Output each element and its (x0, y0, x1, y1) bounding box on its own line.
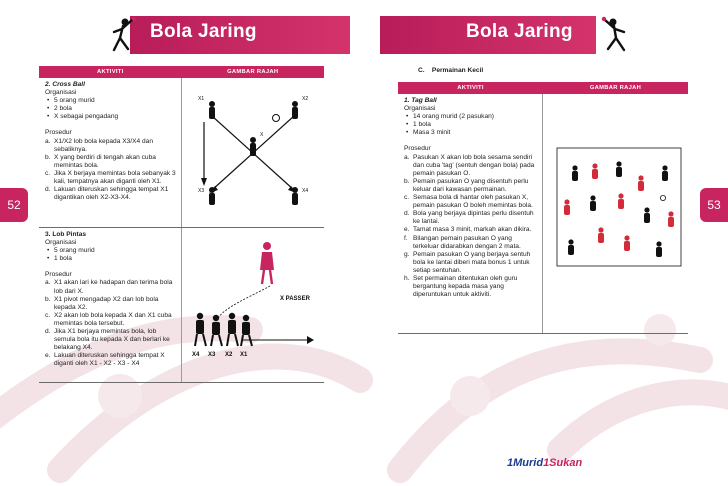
page-title-left: Bola Jaring (150, 21, 257, 42)
organisation-label: Organisasi (45, 89, 77, 97)
table-header (39, 66, 324, 78)
table-row-cross-ball (39, 78, 324, 228)
procedure-step: c. Jika X berjaya memintas bola sebanyak 3 kali, tempatnya akan diganti oleh X1. (45, 169, 176, 186)
list-item: • 14 orang murid (2 pasukan) (404, 113, 539, 121)
procedure-label: Prosedur (45, 271, 72, 279)
ball-icon (660, 195, 665, 200)
organisation-label: Organisasi (404, 105, 436, 113)
activity-cell (39, 228, 182, 382)
lob-pintas-diagram-cell (182, 228, 325, 382)
procedure-step: f. Bilangan pemain pasukan O yang terkeluar didarabkan dengan 2 mata. (404, 234, 521, 250)
page-title-right: Bola Jaring (466, 21, 573, 42)
diagram-label: X2 (301, 96, 308, 102)
list-item: • 5 orang murid (45, 97, 178, 105)
activity-title: 1. Tag Ball (404, 97, 437, 104)
procedure-step: a. Pasukan X akan lob bola sesama sendiri dan cuba 'tag' (sentuh dengan bola) pada pemain pasukan O. (404, 153, 535, 177)
procedure-step: b. X yang berdiri di tengah akan cuba memintas bola. (45, 153, 156, 169)
activity-table-right (398, 82, 688, 334)
diagram-label: X1 (197, 96, 204, 102)
header-image: GAMBAR RAJAH (227, 68, 279, 75)
diagram-label: X2 (224, 352, 232, 358)
section-heading: C. Permainan Kecil (418, 67, 484, 74)
lob-pintas-diagram (182, 228, 324, 383)
header-activity: AKTIVITI (96, 68, 124, 75)
header-image: GAMBAR RAJAH (589, 84, 642, 91)
activity-title: 2. Cross Ball (45, 81, 85, 88)
team-x-players (568, 161, 668, 257)
diagram-label: X1 (239, 352, 247, 358)
header-activity: AKTIVITI (457, 84, 484, 91)
list-item: • 2 bola (45, 105, 178, 113)
list-item: • X sebagai pengadang (45, 113, 178, 121)
activity-cell (398, 94, 543, 333)
passer-figure (260, 242, 274, 284)
list-item: • 5 orang murid (45, 247, 178, 255)
diagram-label: X4 (191, 352, 199, 358)
procedure-step: d. Bola yang berjaya dipintas perlu disentuh ke lantai. (404, 210, 534, 226)
procedure-step: d. Lakuan diteruskan sehingga tempat X1 digantikan oleh X2-X3-X4. (45, 186, 169, 202)
diagram-label: X PASSER (279, 296, 310, 302)
netball-player-icon (108, 16, 138, 56)
cross-ball-diagram-cell (182, 78, 325, 227)
procedure-step: e. Lakuan diteruskan sehingga tempat X diganti oleh X1 - X2 - X3 - X4 (45, 352, 165, 368)
cross-ball-diagram (182, 78, 324, 228)
table-row-lob-pintas (39, 228, 324, 383)
programme-logo: 1Murid1Sukan (507, 457, 583, 469)
diagram-label: X3 (207, 352, 215, 358)
procedure-step: a. X1 akan lari ke hadapan dan terima bola lob dari X. (45, 279, 173, 295)
diagram-label: X (259, 132, 263, 138)
list-item: • 1 bola (404, 121, 539, 129)
procedure-step: d. Jika X1 berjaya memintas bola, lob semula bola itu kepada X dan berlari ke belakang X4. (45, 328, 170, 352)
tag-ball-diagram-cell (543, 94, 688, 333)
list-item: • 1 bola (45, 255, 178, 263)
procedure-label: Prosedur (404, 145, 431, 153)
player-figure (209, 101, 298, 205)
procedure-step: g. Pemain pasukan O yang berjaya sentuh bola ke lantai diberi mata bonus 1 untuk setiap sentuhan. (404, 250, 531, 274)
procedure-label: Prosedur (45, 129, 72, 137)
tag-ball-diagram (543, 94, 688, 334)
table-header (398, 82, 688, 94)
procedure-step: c. Semasa bola di hantar oleh pasukan X, pemain pasukan O boleh memintas bola. (404, 194, 533, 210)
page-number-left: 52 (0, 188, 28, 222)
procedure-step: a. X1/X2 lob bola kepada X3/X4 dan sebaliknya. (45, 137, 153, 153)
activity-table-left (39, 66, 324, 383)
procedure-step: b. X1 pivot mengadap X2 dan lob bola kepada X2. (45, 295, 159, 311)
procedure-step: c. X2 akan lob bola kepada X dan X1 cuba memintas bola tersebut. (45, 311, 172, 327)
procedure-step: b. Pemain pasukan O yang disentuh perlu keluar dari kawasan permainan. (404, 177, 529, 193)
organisation-label: Organisasi (45, 239, 77, 247)
table-row-tag-ball (398, 94, 688, 334)
page-number-right: 53 (700, 188, 728, 222)
list-item: • Masa 3 minit (404, 129, 539, 137)
player-figure (195, 313, 252, 346)
diagram-label: X4 (301, 188, 308, 194)
procedure-step: h. Set permainan ditentukan oleh guru bergantung kepada masa yang diperuntukan untuk aktiviti. (404, 274, 518, 299)
netball-player-icon (600, 16, 630, 56)
ball-icon (272, 115, 279, 122)
activity-cell (39, 78, 182, 227)
diagram-label: X3 (197, 188, 204, 194)
activity-title: 3. Lob Pintas (45, 231, 87, 238)
procedure-step: e. Tamat masa 3 minit, markah akan dikira. (404, 226, 532, 234)
